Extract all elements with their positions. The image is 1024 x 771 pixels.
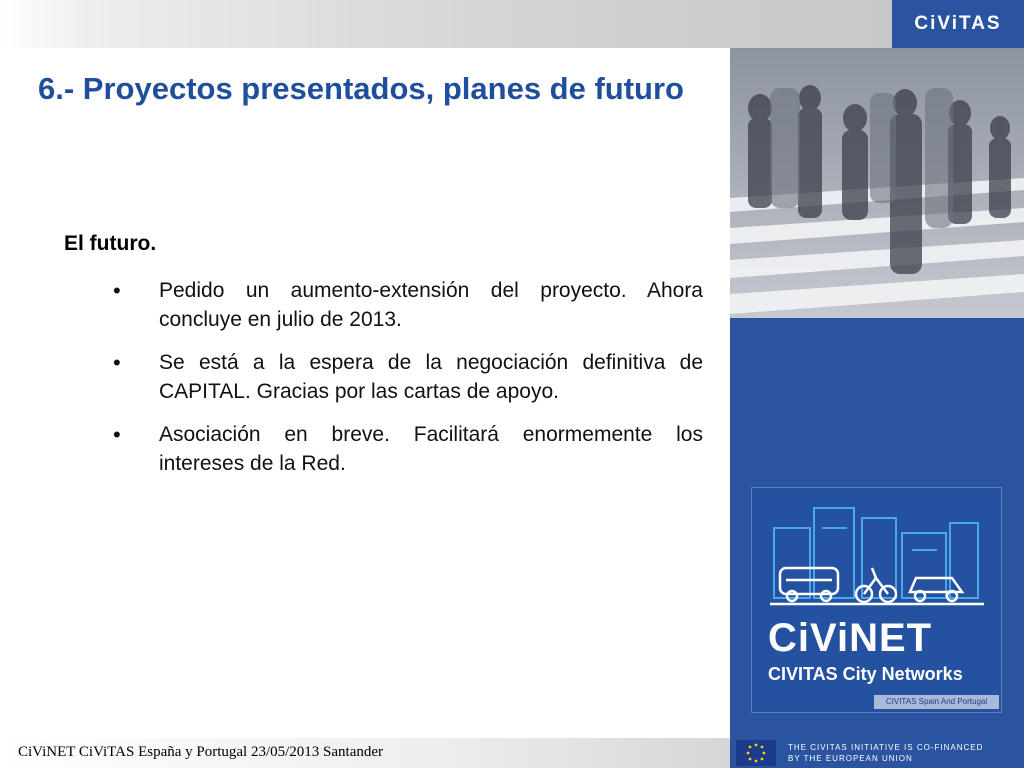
civinet-logo: [751, 487, 1002, 713]
slide-title: 6.- Proyectos presentados, planes de futuro: [38, 71, 684, 106]
eu-text-line-2: BY THE EUROPEAN UNION: [788, 754, 913, 763]
bullet-list: [113, 276, 703, 492]
eu-flag-icon: [736, 740, 776, 766]
eu-text-line-1: THE CIVITAS INITIATIVE IS CO-FINANCED: [788, 743, 984, 752]
header-band: [0, 0, 892, 48]
footer-text: CiViNET CiViTAS España y Portugal 23/05/2013 Santander: [18, 744, 384, 760]
civinet-wordmark: CiViNET: [768, 616, 933, 660]
list-item: [113, 420, 703, 478]
bullet-text: Asociación en breve. Facilitará enormemente los intereses de la Red.: [159, 423, 703, 475]
civinet-subtitle: CIVITAS City Networks: [768, 664, 963, 684]
crosswalk-image: [730, 48, 1024, 318]
logo-tag: CIVITAS Spain And Portugal: [874, 695, 999, 709]
bullet-text: Se está a la espera de la negociación definitiva de CAPITAL. Gracias por las cartas de apoyo.: [159, 351, 703, 403]
bullet-text: Pedido un aumento-extensión del proyecto. Ahora concluye en julio de 2013.: [159, 279, 703, 331]
brand-logo-text: CiViTAS: [914, 13, 1002, 34]
crowd-photo: [730, 48, 1024, 318]
section-subheading: El futuro.: [64, 232, 157, 255]
list-item: [113, 348, 703, 406]
civitas-brand: [892, 0, 1024, 48]
bullet-icon: •: [113, 278, 121, 303]
list-item: [113, 276, 703, 334]
bullet-icon: •: [113, 422, 121, 447]
bullet-icon: •: [113, 350, 121, 375]
city-skyline-icon: [752, 488, 1001, 613]
eu-cofinance-text: [788, 742, 983, 764]
